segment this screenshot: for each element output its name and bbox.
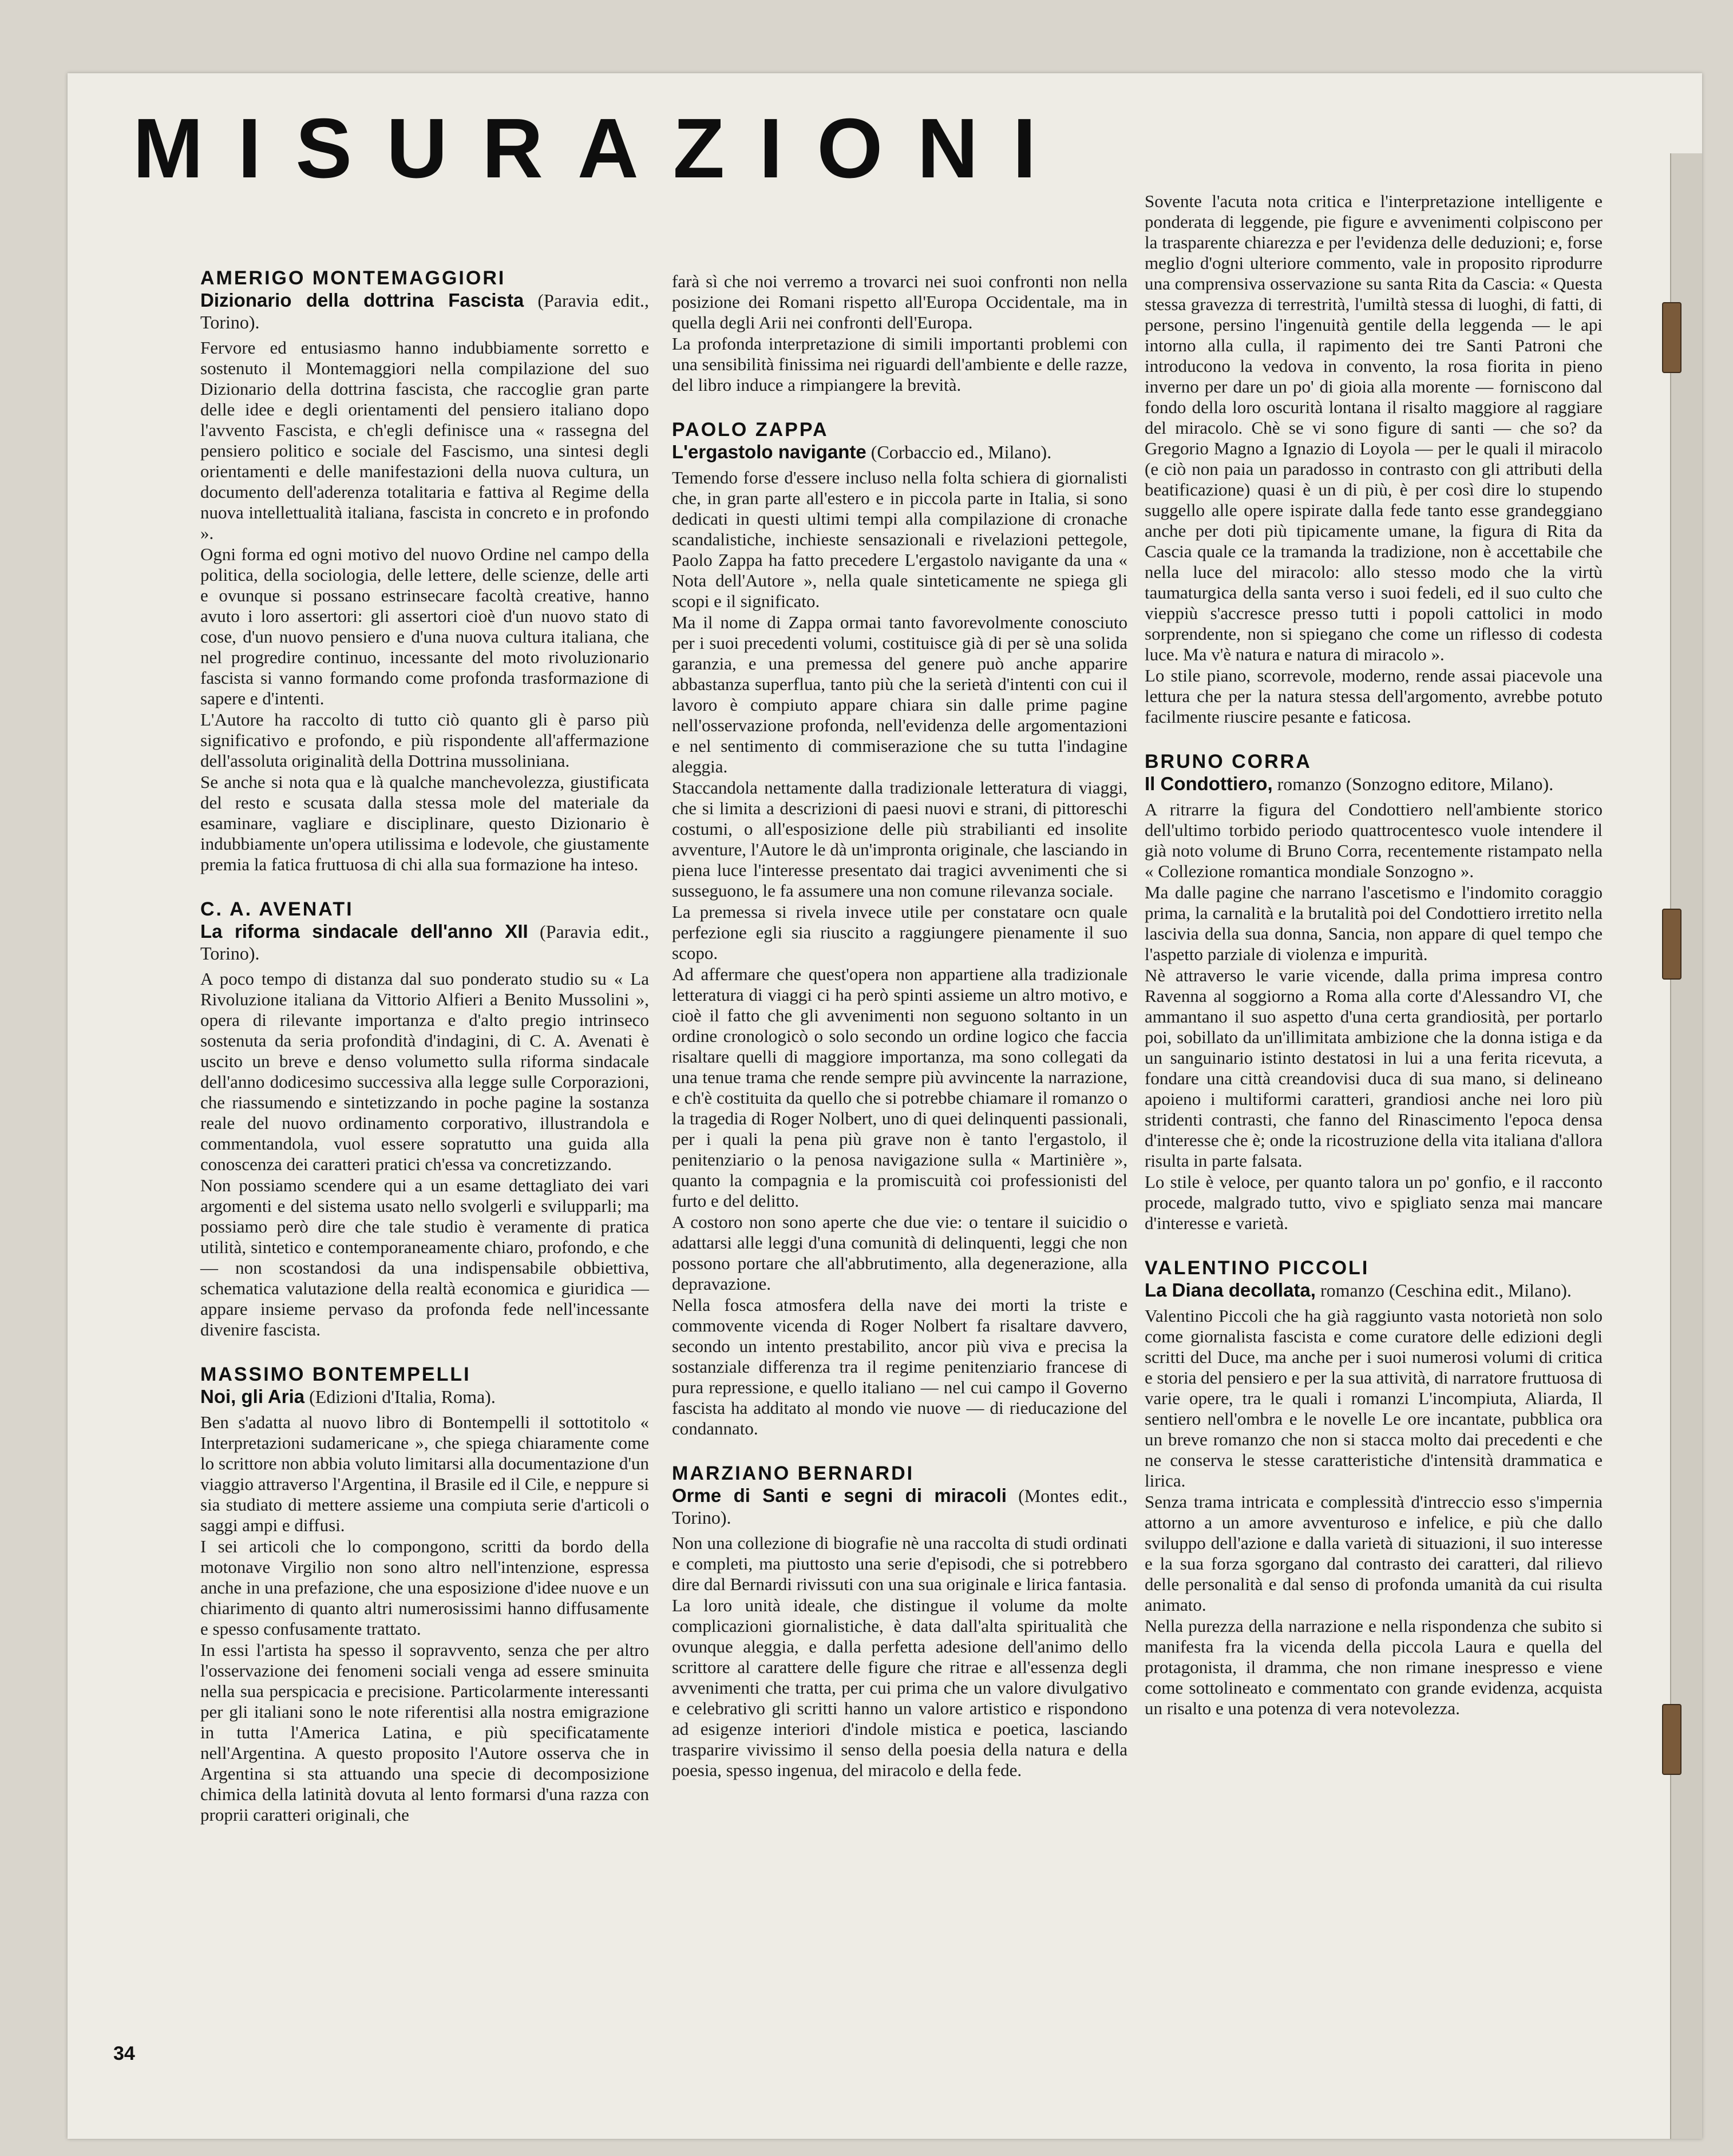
book-publisher: (Sonzogno editore, Milano). — [1346, 774, 1554, 794]
paragraph: Nè attraverso le varie vicende, dalla prima impresa contro Ravenna al soggiorno a Roma alla corte d'Alessandro VI, che ammantano il suo aspetto d'una certa grandiosità, per portarlo poi, sobillato da un'illimitata ambizione che la donna istiga e da un sanguinario istinto destatosi in lui a una ferita ricevuta, a fondare una città creandovisi duca di sua mano, si delineano apoieno i multiformi caratteri, grandiosi anche nei loro più stridenti contrasti, che fanno del Rinascimento l'epoca densa d'interesse che è; onde la ricostruzione della vita italiana d'allora risulta in parte falsata. — [1145, 965, 1603, 1171]
paragraph: Se anche si nota qua e là qualche manchevolezza, giustificata del resto e scusata dalla stessa mole del materiale da esaminare, vagliare e disciplinare, questo Dizionario è indubbiamente un'opera utilissima e lodevole, che giustamente premia la fatica fruttuosa di chi alla sua formazione ha inteso. — [200, 772, 649, 874]
review-article — [1145, 191, 1603, 727]
column-3 — [1145, 187, 1603, 1719]
book-title: Dizionario della dottrina Fascista — [200, 290, 524, 311]
paragraph: A costoro non sono aperte che due vie: o tentare il suicidio o adattarsi alle leggi d'una comunità di delinquenti, leggi che non possono portare che all'abbrutimento, alla degenerazione, alla depravazione. — [672, 1212, 1127, 1294]
paragraph: La loro unità ideale, che distingue il volume da molte complicazioni giornalistiche, è data dall'alta spiritualità che ovunque aleggia, e dalla perfetta adesione dell'animo dello scrittore al carattere delle figure che ritrae e all'essenza degli avvenimenti che tratta, per cui prima che un valore divulgativo e celebrativo gli scritti hanno un valore artistico e rispondono ad esigenze interiori d'indole mistica e poetica, lasciando trasparire vivissimo il senso della poesia della natura e della poesia, spesso ingenua, del miracolo e della fede. — [672, 1595, 1127, 1780]
paragraph: In essi l'artista ha spesso il sopravvento, senza che per altro l'osservazione dei fenomeni sociali venga ad essere sminuita nella sua perspicacia e precisione. Particolarmente interessanti per gli italiani sono le note riferentisi alla nostra emigrazione in tutta l'America Latina, e più specificatamente nell'Argentina. A questo proposito l'Autore osserva che in Argentina si sta attuando una specie di decomposizione chimica della latinità dovuta al lento formarsi d'una razza con proprii caratteri originali, che — [200, 1640, 649, 1825]
paragraph: L'Autore ha raccolto di tutto ciò quanto gli è parso più significativo e profondo, e più rispondente all'affermazione dell'assoluta originalità della Dottrina mussoliniana. — [200, 710, 649, 771]
paragraph: Non una collezione di biografie nè una raccolta di studi ordinati e completi, ma piuttosto una serie d'episodi, che si potrebbero dire dal Bernardi rivissuti con una sua originale e lirica fantasia. — [672, 1533, 1127, 1594]
book-citation — [1145, 1279, 1603, 1301]
book-publisher: (Ceschina edit., Milano). — [1388, 1280, 1572, 1301]
book-title: La Diana decollata, — [1145, 1279, 1316, 1301]
paragraph: Nella purezza della narrazione e nella rispondenza che subito si manifesta fra la vicenda della piccola Laura e quella del protagonista, il dramma, che non rimane inespresso e viene come sottolineato e commentato con grande evidenza, acquista un risalto e una potenza di vera notevolezza. — [1145, 1616, 1603, 1718]
column-1 — [200, 267, 649, 1826]
paragraph: Ma dalle pagine che narrano l'ascetismo e l'indomito coraggio prima, la carnalità e la brutalità poi del Condottiero irretito nella lascivia della sua donna, Sancia, non appare di quel tempo che l'aspetto parziale di violenza e impurità. — [1145, 882, 1603, 964]
book-citation — [200, 921, 649, 964]
review-article — [672, 271, 1127, 395]
review-author: BRUNO CORRA — [1145, 751, 1312, 772]
paragraph: Nella fosca atmosfera della nave dei morti la triste e commovente vicenda di Roger Nolbert fa risaltare davvero, secondo un intento prestabilito, ancor più viva e precisa la sostanziale differenza tra il regime penitenziario francese di pura repressione, e quello italiano — nel cui campo il Governo fascista ha additato al mondo vie nuove — di rieducazione del condannato. — [672, 1295, 1127, 1438]
review-body — [200, 1412, 649, 1825]
review-author: VALENTINO PICCOLI — [1145, 1257, 1370, 1279]
binding-staple — [1662, 909, 1681, 980]
paragraph: A ritrarre la figura del Condottiero nell'ambiente storico dell'ultimo torbido periodo quattrocentesco vuole intendere il già noto volume di Bruno Corra, recentemente ristampato nella « Collezione romantica mondiale Sonzogno ». — [1145, 799, 1603, 881]
review-article — [200, 898, 649, 1340]
paragraph: Ad affermare che quest'opera non appartiene alla tradizionale letteratura di viaggi ci ha però spinti assieme un altro motivo, e cioè il fatto che gli avvenimenti non seguono soltanto in un ordine cronologicò o solo secondo un ordine logico che faccia risaltare quelli di maggiore importanza, ma sono collegati da una tenue trama che rende sempre più avvincente la narrazione, e ch'è costituita da quello che si potrebbe chiamare il romanzo o la tragedia di Roger Nolbert, uno di quei delinquenti passionali, per i quali la pena più grave non è tanto l'ergastolo, il penitenziario o la penosa navigazione sulla « Martinière », quanto la compagnia e la promiscuità coi professionisti del furto e del delitto. — [672, 964, 1127, 1211]
book-citation — [200, 1386, 649, 1408]
page-edge — [1670, 153, 1702, 2139]
book-title: L'ergastolo navigante — [672, 441, 866, 462]
page-number: 34 — [113, 2043, 135, 2064]
review-body — [200, 969, 649, 1340]
book-citation — [672, 1485, 1127, 1528]
paragraph: Lo stile è veloce, per quanto talora un po' gonfio, e il racconto procede, malgrado tutto, vivo e spigliato senza mai mancare d'interesse e varietà. — [1145, 1172, 1603, 1233]
review-article — [1145, 1257, 1603, 1719]
book-publisher: (Paravia edit., Torino). — [200, 290, 650, 332]
book-citation — [200, 290, 649, 333]
paragraph: Ogni forma ed ogni motivo del nuovo Ordine nel campo della politica, della sociologia, delle lettere, delle scienze, delle arti e ovunque si possano estrinsecare facoltà creative, hanno avuto i loro assertori: gli assertori cioè d'un nuovo stato di cose, d'un nuovo pensiero e d'una nuova cultura italiana, che nel progredire continuo, incessante del moto rivoluzionario fascista si vanno formando come profonda trasformazione di sapere e d'intenti. — [200, 544, 649, 708]
paragraph: Sovente l'acuta nota critica e l'interpretazione intelligente e ponderata di leggende, pie figure e avvenimenti colpiscono per la trasparente chiarezza e per l'evidenza delle deduzioni; e, forse meglio d'ogni ulteriore commento, vale in proposito riprodurre una comprensiva osservazione su santa Rita da Cascia: « Questa stessa gravezza di terrestrità, l'umiltà stessa di luoghi, di fatti, di persone, persino l'ingenuità gentile della leggenda — le api intorno alla culla, il rapimento dei tre Santi Patroni che introducono la vedova in convento, la rosa fiorita in pieno inverno per dare un po' di gioia alla morente — forniscono dal fondo della loro oscurità lontana il risalto maggiore al raggiare del miracolo. Chè se vi sono figure di santi — che so? da Gregorio Magno a Ignazio di Loyola — per le quali il miracolo (e ciò non paia un paradosso in contrasto con gli attributi della beatificazione) quasi è un di più, è per così dire lo stupendo suggello alle opere ispirate dalla fede tanto esse grandeggiano anche per doti più tipicamente umane, la figura di Rita da Cascia quale ce la tramanda la tradizione, non è accettabile che nella luce del miracolo: allo stesso modo che la virtù taumaturgica della santa verso i suoi fedeli, ed il suo culto che vieppiù s'accresce presso tutti i popoli cattolici in modo sorprendente, non si spiegano che come un riflesso di codesta luce. Ma v'è natura e natura di miracolo ». — [1145, 191, 1603, 664]
review-article — [200, 267, 649, 875]
paragraph: La profonda interpretazione di simili importanti problemi con una sensibilità finissima nei riguardi dell'ambiente e delle razze, del libro induce a rimpiangere la brevità. — [672, 334, 1127, 395]
book-publisher: (Montes edit., Torino). — [672, 1485, 1128, 1528]
review-author: MASSIMO BONTEMPELLI — [200, 1364, 471, 1385]
paragraph: Ben s'adatta al nuovo libro di Bontempelli il sottotitolo « Interpretazioni sudamericane », che spiega chiaramente come lo scrittore non abbia voluto limitarsi alla documentazione d'un viaggio attraverso l'Argentina, il Brasile ed il Cile, e neppure si sia studiato di mettere assieme una compiuta serie d'articoli o saggi ampi e diffusi. — [200, 1412, 649, 1535]
review-body — [672, 467, 1127, 1439]
review-article — [200, 1363, 649, 1825]
review-article — [672, 418, 1127, 1439]
review-article — [672, 1462, 1127, 1781]
paragraph: Senza trama intricata e complessità d'intreccio esso s'impernia attorno a un amore avventuroso e infelice, e più che dallo sviluppo dell'azione e dalla varietà di situazioni, il suo interesse e la sua forza sgorgano dal contrasto dei caratteri, dal rilievo delle personalità e dal senso di profonda umanità da cui risulta animato. — [1145, 1492, 1603, 1615]
book-title: La riforma sindacale dell'anno XII — [200, 921, 528, 942]
review-author: PAOLO ZAPPA — [672, 419, 829, 441]
review-body — [1145, 799, 1603, 1234]
paragraph: La premessa si rivela invece utile per constatare ocn quale perfezione egli sia riuscito a raggiungere pienamente il suo scopo. — [672, 902, 1127, 963]
book-publisher: (Corbaccio ed., Milano). — [871, 442, 1052, 462]
paragraph: Temendo forse d'essere incluso nella folta schiera di giornalisti che, in gran parte all'estero e in piccola parte in Italia, si sono dedicati in questi ultimi tempi alla compilazione di cronache scandalistiche, inchieste sensazionali e rivelazioni pettegole, Paolo Zappa ha fatto precedere L'ergastolo navigante da una « Nota dell'Autore », nella quale sinteticamente ne spiega gli scopi e il significato. — [672, 467, 1127, 611]
paragraph: A poco tempo di distanza dal suo ponderato studio su « La Rivoluzione italiana da Vittorio Alfieri a Benito Mussolini », opera di rilevante importanza e d'alto pregio intrinseco sostenuta da seria profondità d'indagini, di C. A. Avenati è uscito un breve e denso volumetto sulla riforma sindacale dell'anno dodicesimo successiva alla legge sulle Corporazioni, che riassumendo e sintetizzando in poche pagine la sostanza reale del nuovo ordinamento corporativo, illustrandola e commentandola, vuol essere sopratutto una guida alla conoscenza dei caratteri pratici ch'essa va concretizzando. — [200, 969, 649, 1174]
page-title: MISURAZIONI — [133, 101, 1071, 196]
binding-staple — [1662, 302, 1681, 373]
column-2 — [672, 267, 1127, 1781]
paragraph: Staccandola nettamente dalla tradizionale letteratura di viaggi, che si limita a descrizioni di paesi nuovi e strani, di pittoreschi costumi, o all'esposizione delle più strabilianti ed insolite avventure, l'Autore le dà un'impronta originale, che lasciando in piena luce l'interesse presentato dai tragici avvenimenti che si susseguono, le fa assumere una non comune rilevanza sociale. — [672, 778, 1127, 901]
review-article — [1145, 750, 1603, 1234]
review-author: MARZIANO BERNARDI — [672, 1463, 915, 1484]
book-genre: romanzo — [1277, 774, 1342, 794]
paragraph: farà sì che noi verremo a trovarci nei suoi confronti non nella posizione dei Romani rispetto all'Europa Occidentale, ma in quella degli Arii nei confronti dell'Europa. — [672, 271, 1127, 332]
book-publisher: (Edizioni d'Italia, Roma). — [309, 1386, 496, 1407]
review-author: AMERIGO MONTEMAGGIORI — [200, 267, 506, 289]
book-title: Il Condottiero, — [1145, 773, 1273, 794]
book-publisher: (Paravia edit., Torino). — [200, 921, 649, 964]
review-body — [672, 1533, 1127, 1781]
book-citation — [672, 441, 1127, 463]
paragraph: I sei articoli che lo compongono, scritti da bordo della motonave Virgilio non sono altro nell'intenzione, espressa anche in una prefazione, che una esposizione d'idee nuove e un chiarimento di quanto altri numerosissimi hanno diffusamente e spesso confusamente trattato. — [200, 1536, 649, 1639]
review-body — [200, 338, 649, 875]
review-body — [1145, 191, 1603, 727]
book-genre: romanzo — [1320, 1280, 1384, 1301]
binding-staple — [1662, 1704, 1681, 1775]
paragraph: Fervore ed entusiasmo hanno indubbiamente sorretto e sostenuto il Montemaggiori nella compilazione del suo Dizionario della dottrina fascista, che raccoglie gran parte delle idee e degli orientamenti del pensiero italiano dopo l'avvento Fascista, e ch'egli definisce una « rassegna del pensiero politico e sociale del Fascismo, una sintesi degli orientamenti e delle manifestazioni della nuova cultura, un documento dell'aderenza totalitaria e fattiva al Regime della nuova intellettualità italiana, fascista in concreto e in profondo ». — [200, 338, 649, 543]
paragraph: Valentino Piccoli che ha già raggiunto vasta notorietà non solo come giornalista fascista e come curatore delle edizioni degli scritti del Duce, ma anche per i suoi numerosi volumi di critica e storia del pensiero e per la sua attività, di narratore fruttuosa di varie opere, tra le quali i romanzi L'incompiuta, Aliarda, Il sentiero nell'ombra e le novelle Le ore incantate, pubblica ora un breve romanzo che non si stacca molto dai precedenti e che ne conserva le stesse caratteristiche d'intensità drammatica e lirica. — [1145, 1306, 1603, 1491]
paragraph: Ma il nome di Zappa ormai tanto favorevolmente conosciuto per i suoi precedenti volumi, costituisce già di per sè una solida garanzia, e una premessa del genere può anche apparire abbastanza superflua, tanto più che la serietà d'intenti con cui il lavoro è compiuto appare chiara sin dalle prime pagine nell'osservazione profonda, nell'evidenza delle argomentazioni e nel sentimento di commiserazione che su tutta l'indagine aleggia. — [672, 612, 1127, 776]
book-title: Noi, gli Aria — [200, 1386, 305, 1407]
paragraph: Non possiamo scendere qui a un esame dettagliato dei vari argomenti e del sistema usato nello svolgerli e svilupparli; ma possiamo però dire che tale studio è veramente di pratica utilità, sintetico e contemporaneamente chiaro, profondo, e che — non scostandosi da una indispensabile obbiettiva, schematica valutazione della realtà economica e giuridica — appare insieme pervaso da profonda fede nell'incessante divenire fascista. — [200, 1175, 649, 1339]
book-title: Orme di Santi e segni di miracoli — [672, 1485, 1007, 1506]
paragraph: Lo stile piano, scorrevole, moderno, rende assai piacevole una lettura che per la natura stessa dell'argomento, avrebbe potuto facilmente riuscire pesante e faticosa. — [1145, 665, 1603, 727]
book-citation — [1145, 773, 1603, 795]
review-author: C. A. AVENATI — [200, 898, 354, 920]
review-body — [672, 271, 1127, 395]
review-body — [1145, 1306, 1603, 1719]
